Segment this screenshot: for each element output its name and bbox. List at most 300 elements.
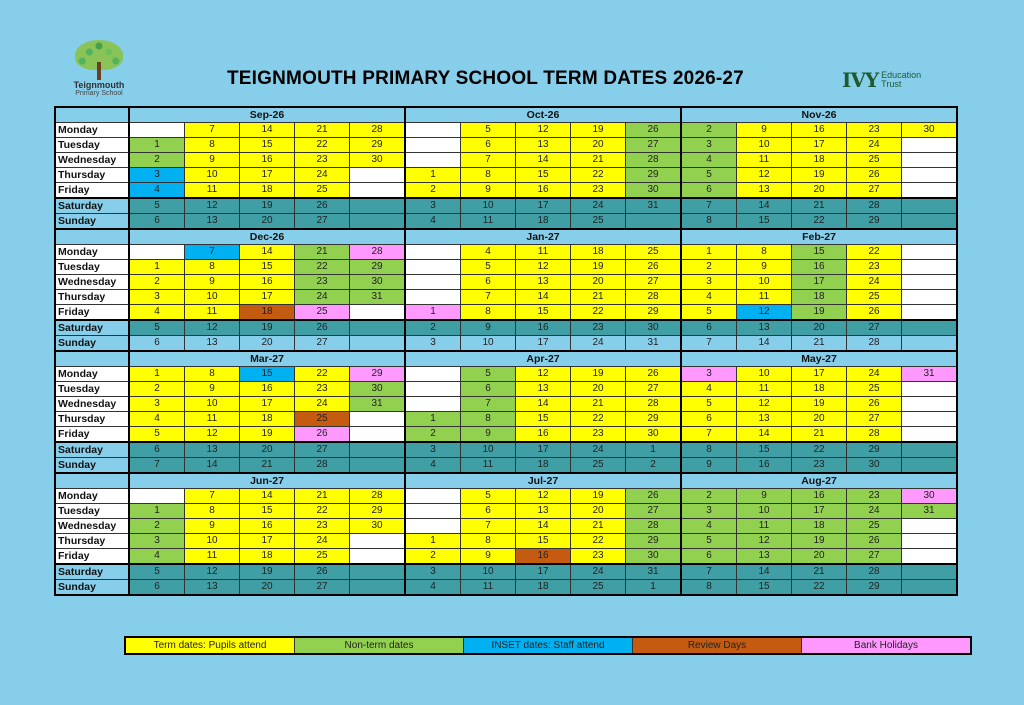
- date-cell: 3: [129, 290, 185, 305]
- date-cell: 17: [240, 397, 295, 412]
- week-day-row: [55, 336, 957, 352]
- date-cell: [405, 123, 461, 138]
- date-cell: 6: [681, 183, 737, 199]
- date-cell: 3: [405, 442, 461, 458]
- date-cell: 4: [129, 183, 185, 199]
- date-cell: 4: [461, 245, 516, 260]
- date-cell: 6: [129, 580, 185, 596]
- date-cell: 31: [350, 290, 406, 305]
- date-cell: 7: [681, 336, 737, 352]
- date-cell: [350, 168, 406, 183]
- date-cell: 20: [792, 183, 847, 199]
- date-cell: 8: [461, 412, 516, 427]
- date-cell: 10: [185, 290, 240, 305]
- date-cell: 23: [847, 260, 902, 275]
- date-cell: 17: [516, 564, 571, 580]
- date-cell: 10: [185, 397, 240, 412]
- date-cell: [350, 412, 406, 427]
- date-cell: 11: [461, 580, 516, 596]
- month-header: Feb-27: [681, 229, 957, 245]
- legend-item: Review Days: [633, 637, 802, 654]
- date-cell: 11: [461, 214, 516, 230]
- date-cell: 4: [405, 458, 461, 474]
- date-cell: [902, 260, 958, 275]
- date-cell: 28: [847, 336, 902, 352]
- date-cell: 24: [847, 275, 902, 290]
- date-cell: 18: [516, 580, 571, 596]
- date-cell: 28: [350, 123, 406, 138]
- date-cell: 24: [571, 198, 626, 214]
- date-cell: 8: [185, 504, 240, 519]
- date-cell: 16: [240, 382, 295, 397]
- date-cell: 26: [295, 320, 350, 336]
- date-cell: [902, 412, 958, 427]
- date-cell: 8: [185, 260, 240, 275]
- date-cell: 2: [129, 275, 185, 290]
- date-cell: 25: [571, 458, 626, 474]
- date-cell: 10: [461, 198, 516, 214]
- date-cell: 11: [185, 305, 240, 321]
- date-cell: [350, 320, 406, 336]
- date-cell: 14: [240, 245, 295, 260]
- date-cell: 1: [626, 580, 682, 596]
- date-cell: 27: [295, 336, 350, 352]
- legend: [124, 636, 972, 655]
- date-cell: 27: [295, 442, 350, 458]
- date-cell: [350, 214, 406, 230]
- date-cell: 16: [737, 458, 792, 474]
- date-cell: 28: [626, 397, 682, 412]
- date-cell: 29: [626, 305, 682, 321]
- date-cell: 25: [295, 183, 350, 199]
- date-cell: 20: [240, 580, 295, 596]
- date-cell: 7: [129, 458, 185, 474]
- date-cell: 6: [129, 442, 185, 458]
- date-cell: 15: [516, 168, 571, 183]
- date-cell: 17: [240, 290, 295, 305]
- date-cell: 29: [626, 534, 682, 549]
- weekday-label: Friday: [55, 549, 129, 565]
- date-cell: 16: [240, 153, 295, 168]
- date-cell: 14: [516, 290, 571, 305]
- date-cell: 9: [737, 123, 792, 138]
- date-cell: 12: [737, 168, 792, 183]
- date-cell: 2: [681, 260, 737, 275]
- date-cell: 14: [240, 489, 295, 504]
- weekday-label: Friday: [55, 183, 129, 199]
- weekday-label: Saturday: [55, 320, 129, 336]
- date-cell: 29: [350, 260, 406, 275]
- date-cell: 12: [185, 198, 240, 214]
- date-cell: [350, 427, 406, 443]
- date-cell: [405, 504, 461, 519]
- date-cell: 12: [185, 564, 240, 580]
- date-cell: 26: [847, 168, 902, 183]
- month-header: Dec-26: [129, 229, 405, 245]
- date-cell: 15: [516, 412, 571, 427]
- date-cell: 15: [240, 260, 295, 275]
- weekday-label: Monday: [55, 123, 129, 138]
- date-cell: 18: [516, 458, 571, 474]
- date-cell: 26: [626, 123, 682, 138]
- date-cell: 1: [129, 367, 185, 382]
- date-cell: 17: [792, 138, 847, 153]
- date-cell: 30: [350, 519, 406, 534]
- date-cell: 6: [681, 412, 737, 427]
- date-cell: 9: [185, 275, 240, 290]
- date-cell: 24: [571, 442, 626, 458]
- date-cell: 5: [461, 123, 516, 138]
- date-cell: 13: [737, 549, 792, 565]
- date-cell: [129, 489, 185, 504]
- month-header: Jun-27: [129, 473, 405, 489]
- date-cell: 7: [185, 123, 240, 138]
- week-day-row: [55, 245, 957, 260]
- weekday-label: Sunday: [55, 458, 129, 474]
- date-cell: 4: [405, 214, 461, 230]
- date-cell: 7: [681, 427, 737, 443]
- date-cell: 5: [681, 168, 737, 183]
- date-cell: [902, 290, 958, 305]
- date-cell: [902, 519, 958, 534]
- date-cell: 18: [792, 382, 847, 397]
- date-cell: 28: [626, 519, 682, 534]
- date-cell: 26: [626, 260, 682, 275]
- date-cell: 22: [571, 305, 626, 321]
- date-cell: [129, 245, 185, 260]
- date-cell: 22: [792, 442, 847, 458]
- date-cell: 30: [626, 427, 682, 443]
- date-cell: 20: [571, 504, 626, 519]
- date-cell: 11: [185, 412, 240, 427]
- date-cell: 27: [847, 183, 902, 199]
- week-day-row: [55, 458, 957, 474]
- date-cell: 8: [185, 138, 240, 153]
- date-cell: 23: [571, 183, 626, 199]
- month-header: May-27: [681, 351, 957, 367]
- date-cell: 17: [240, 534, 295, 549]
- date-cell: 15: [737, 442, 792, 458]
- date-cell: 29: [350, 367, 406, 382]
- weekday-label: Sunday: [55, 336, 129, 352]
- date-cell: 15: [737, 580, 792, 596]
- weekday-label: Wednesday: [55, 519, 129, 534]
- date-cell: 14: [516, 519, 571, 534]
- school-logo-subtitle: Primary School: [75, 90, 123, 97]
- date-cell: 5: [681, 534, 737, 549]
- date-cell: 4: [681, 519, 737, 534]
- date-cell: 16: [516, 549, 571, 565]
- date-cell: [350, 534, 406, 549]
- date-cell: 12: [737, 534, 792, 549]
- date-cell: 21: [571, 397, 626, 412]
- date-cell: 8: [737, 245, 792, 260]
- date-cell: 13: [185, 580, 240, 596]
- date-cell: 20: [792, 412, 847, 427]
- date-cell: 10: [737, 275, 792, 290]
- date-cell: 2: [681, 123, 737, 138]
- date-cell: 8: [681, 580, 737, 596]
- date-cell: 20: [571, 382, 626, 397]
- date-cell: 23: [847, 489, 902, 504]
- date-cell: 9: [461, 427, 516, 443]
- date-cell: 25: [626, 245, 682, 260]
- date-cell: 29: [847, 214, 902, 230]
- week-day-row: [55, 214, 957, 230]
- date-cell: 1: [681, 245, 737, 260]
- date-cell: 5: [129, 198, 185, 214]
- date-cell: 9: [185, 519, 240, 534]
- week-day-row: [55, 504, 957, 519]
- date-cell: 24: [295, 534, 350, 549]
- date-cell: 13: [516, 138, 571, 153]
- date-cell: 31: [626, 564, 682, 580]
- date-cell: 30: [350, 275, 406, 290]
- date-cell: 16: [516, 183, 571, 199]
- week-day-row: [55, 367, 957, 382]
- date-cell: 2: [681, 489, 737, 504]
- date-cell: 3: [681, 275, 737, 290]
- date-cell: 27: [295, 214, 350, 230]
- weekday-label: Tuesday: [55, 260, 129, 275]
- date-cell: [902, 549, 958, 565]
- date-cell: 21: [792, 427, 847, 443]
- date-cell: 10: [461, 564, 516, 580]
- date-cell: 18: [792, 290, 847, 305]
- date-cell: 28: [295, 458, 350, 474]
- date-cell: 11: [737, 519, 792, 534]
- date-cell: 22: [792, 580, 847, 596]
- date-cell: 22: [295, 260, 350, 275]
- date-cell: 8: [461, 168, 516, 183]
- date-cell: [902, 305, 958, 321]
- date-cell: 18: [516, 214, 571, 230]
- date-cell: 23: [295, 519, 350, 534]
- date-cell: [902, 442, 958, 458]
- date-cell: 14: [737, 336, 792, 352]
- date-cell: [902, 397, 958, 412]
- date-cell: 5: [461, 260, 516, 275]
- date-cell: 15: [240, 504, 295, 519]
- date-cell: 26: [847, 305, 902, 321]
- date-cell: 23: [295, 153, 350, 168]
- date-cell: 11: [185, 549, 240, 565]
- date-cell: [350, 183, 406, 199]
- weekday-label: Tuesday: [55, 504, 129, 519]
- date-cell: 5: [681, 397, 737, 412]
- date-cell: 17: [516, 336, 571, 352]
- date-cell: 20: [792, 320, 847, 336]
- date-cell: [902, 564, 958, 580]
- school-logo-name: Teignmouth: [73, 80, 125, 90]
- date-cell: 12: [516, 260, 571, 275]
- date-cell: 17: [240, 168, 295, 183]
- date-cell: 16: [792, 260, 847, 275]
- date-cell: [405, 275, 461, 290]
- date-cell: 22: [295, 367, 350, 382]
- date-cell: 5: [129, 427, 185, 443]
- date-cell: 26: [626, 489, 682, 504]
- date-cell: 21: [792, 198, 847, 214]
- school-logo: [68, 40, 130, 98]
- date-cell: 18: [240, 183, 295, 199]
- date-cell: 19: [240, 564, 295, 580]
- date-cell: 17: [516, 198, 571, 214]
- date-cell: 3: [681, 367, 737, 382]
- trust-logo-line2: Trust: [881, 79, 902, 89]
- date-cell: 17: [792, 504, 847, 519]
- week-day-row: [55, 580, 957, 596]
- date-cell: 10: [737, 504, 792, 519]
- date-cell: 22: [295, 504, 350, 519]
- term-dates-calendar: [54, 106, 958, 596]
- date-cell: 12: [737, 305, 792, 321]
- week-day-row: [55, 519, 957, 534]
- date-cell: 4: [129, 549, 185, 565]
- date-cell: 13: [516, 504, 571, 519]
- month-header: Apr-27: [405, 351, 681, 367]
- date-cell: 20: [240, 336, 295, 352]
- date-cell: 17: [792, 275, 847, 290]
- weekday-label: Wednesday: [55, 397, 129, 412]
- week-day-row: [55, 305, 957, 321]
- date-cell: 6: [461, 275, 516, 290]
- date-cell: 6: [461, 138, 516, 153]
- date-cell: 25: [847, 290, 902, 305]
- date-cell: 28: [350, 245, 406, 260]
- date-cell: [405, 260, 461, 275]
- date-cell: 19: [792, 168, 847, 183]
- date-cell: 2: [626, 458, 682, 474]
- trust-logo-line1: Education: [881, 70, 922, 80]
- weekday-label: Thursday: [55, 534, 129, 549]
- date-cell: [626, 214, 682, 230]
- date-cell: 27: [626, 275, 682, 290]
- date-cell: 4: [129, 412, 185, 427]
- weekday-label: Friday: [55, 427, 129, 443]
- month-header-row: [55, 229, 957, 245]
- date-cell: 6: [129, 214, 185, 230]
- date-cell: 16: [516, 320, 571, 336]
- date-cell: 7: [461, 519, 516, 534]
- date-cell: 8: [681, 442, 737, 458]
- date-cell: 24: [847, 367, 902, 382]
- date-cell: 2: [405, 549, 461, 565]
- date-cell: 2: [405, 320, 461, 336]
- date-cell: 7: [461, 153, 516, 168]
- date-cell: 18: [792, 519, 847, 534]
- weekday-label: Saturday: [55, 198, 129, 214]
- date-cell: 6: [461, 382, 516, 397]
- date-cell: 21: [295, 489, 350, 504]
- date-cell: 19: [571, 123, 626, 138]
- date-cell: 29: [350, 138, 406, 153]
- date-cell: 30: [626, 320, 682, 336]
- month-header: Mar-27: [129, 351, 405, 367]
- date-cell: 27: [847, 412, 902, 427]
- date-cell: 25: [571, 214, 626, 230]
- date-cell: 1: [405, 168, 461, 183]
- date-cell: 9: [185, 153, 240, 168]
- date-cell: 31: [350, 397, 406, 412]
- date-cell: 16: [792, 123, 847, 138]
- date-cell: 27: [847, 549, 902, 565]
- date-cell: 1: [626, 442, 682, 458]
- date-cell: 10: [185, 534, 240, 549]
- date-cell: 12: [185, 427, 240, 443]
- date-cell: 5: [129, 564, 185, 580]
- date-cell: 31: [626, 198, 682, 214]
- date-cell: 27: [626, 504, 682, 519]
- date-cell: 8: [185, 367, 240, 382]
- date-cell: 12: [516, 489, 571, 504]
- week-day-row: [55, 564, 957, 580]
- date-cell: 19: [571, 489, 626, 504]
- date-cell: 30: [847, 458, 902, 474]
- date-cell: 16: [240, 275, 295, 290]
- date-cell: 4: [681, 290, 737, 305]
- date-cell: 21: [295, 123, 350, 138]
- week-day-row: [55, 183, 957, 199]
- month-header: Nov-26: [681, 107, 957, 123]
- weekday-label: Wednesday: [55, 153, 129, 168]
- date-cell: 7: [681, 564, 737, 580]
- date-cell: 27: [626, 138, 682, 153]
- month-header: Aug-27: [681, 473, 957, 489]
- date-cell: 21: [295, 245, 350, 260]
- date-cell: 26: [626, 367, 682, 382]
- date-cell: 16: [516, 427, 571, 443]
- date-cell: 18: [240, 549, 295, 565]
- weekday-label: Monday: [55, 367, 129, 382]
- date-cell: 10: [737, 367, 792, 382]
- date-cell: 10: [737, 138, 792, 153]
- date-cell: 28: [847, 198, 902, 214]
- date-cell: 28: [626, 153, 682, 168]
- date-cell: 30: [902, 123, 958, 138]
- date-cell: 30: [350, 153, 406, 168]
- date-cell: 1: [129, 504, 185, 519]
- header-blank-cell: [55, 473, 129, 489]
- date-cell: 13: [185, 336, 240, 352]
- date-cell: 23: [295, 382, 350, 397]
- date-cell: 3: [129, 397, 185, 412]
- date-cell: [405, 489, 461, 504]
- date-cell: [405, 519, 461, 534]
- date-cell: 13: [516, 382, 571, 397]
- date-cell: 6: [681, 320, 737, 336]
- date-cell: 20: [571, 138, 626, 153]
- date-cell: 1: [129, 138, 185, 153]
- date-cell: 11: [185, 183, 240, 199]
- date-cell: 22: [571, 168, 626, 183]
- date-cell: [350, 564, 406, 580]
- date-cell: 14: [516, 153, 571, 168]
- date-cell: [405, 245, 461, 260]
- week-day-row: [55, 168, 957, 183]
- week-day-row: [55, 549, 957, 565]
- date-cell: 18: [571, 245, 626, 260]
- date-cell: 1: [405, 305, 461, 321]
- date-cell: 31: [626, 336, 682, 352]
- date-cell: [405, 138, 461, 153]
- date-cell: 25: [847, 519, 902, 534]
- date-cell: 14: [516, 397, 571, 412]
- date-cell: 1: [405, 412, 461, 427]
- week-day-row: [55, 260, 957, 275]
- date-cell: 7: [461, 397, 516, 412]
- date-cell: 15: [240, 367, 295, 382]
